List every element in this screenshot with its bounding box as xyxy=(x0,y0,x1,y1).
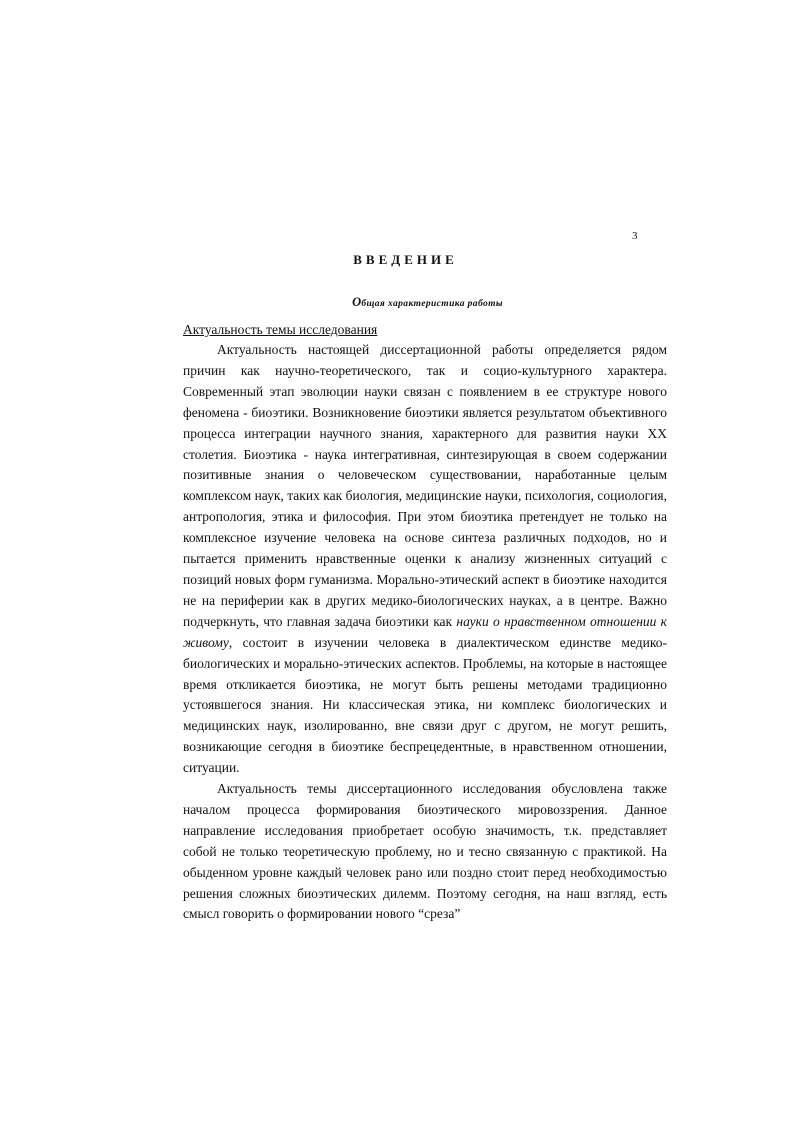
chapter-heading: ВВЕДЕНИЕ xyxy=(353,252,458,267)
paragraph-1-part-1: Актуальность настоящей диссертационной работы определяется рядом причин как научно-теоретического, так и социо-культурного характера. Современный этап эволюции науки связан с появлением в ее структуре нового феномена - биоэтики. Возникновение биоэтики является результатом объективного процесса интеграции научного знания, характерного для развития науки XX столетия. Биоэтика - наука интегративная, синтезирующая в своем содержании позитивные знания о человеческом существовании, наработанные целым комплексом наук, таких как биология, медицинские науки, психология, социология, антропология, этика и философия. При этом биоэтика претендует не только на комплексное изучение человека на основе синтеза различных подходов, но и пытается применить нравственные оценки к анализу жизненных ситуаций с позиций новых форм гуманизма. Морально-этический аспект в биоэтике находится не на периферии как в других медико-биологических науках, а в центре. Важно подчеркнуть, что главная задача биоэтики как xyxy=(183,342,667,629)
page-number: 3 xyxy=(632,230,638,242)
body-text xyxy=(183,340,667,925)
subheading-rest: бщая характеристика работы xyxy=(361,299,503,309)
section-subheading xyxy=(0,295,795,310)
subheading-initial: О xyxy=(352,295,362,309)
paragraph-1-italic: науки о нравственном отношении к живому xyxy=(183,613,667,650)
paragraph-2: Актуальность темы диссертационного исследования обусловлена также началом процесса формирования биоэтического мировоззрения. Данное направление исследования приобретает особую значимость, т.к. представляет собой не только теоретическую проблему, но и тесно связанную с практикой. На обыденном уровне каждый человек рано или поздно стоит перед необходимостью решения сложных биоэтических дилемм. Поэтому сегодня, на наш взгляд, есть смысл говорить о формировании нового “среза” xyxy=(183,781,667,922)
paragraph-1-part-2: , состоит в изучении человека в диалектическом единстве медико-биологических и морально-этических аспектов. Проблемы, на которые в настоящее время откликается биоэтика, не могут быть решены методами традиционно устоявшегося знания. Ни классическая этика, ни комплекс биологических и медицинских наук, изолированно, вне связи друг с другом, не могут решить, возникающие сегодня в биоэтике беспрецедентные, в нравственном отношении, ситуации. xyxy=(183,634,667,776)
section-title: Актуальность темы исследования xyxy=(183,322,378,337)
paragraph-1 xyxy=(183,340,667,779)
